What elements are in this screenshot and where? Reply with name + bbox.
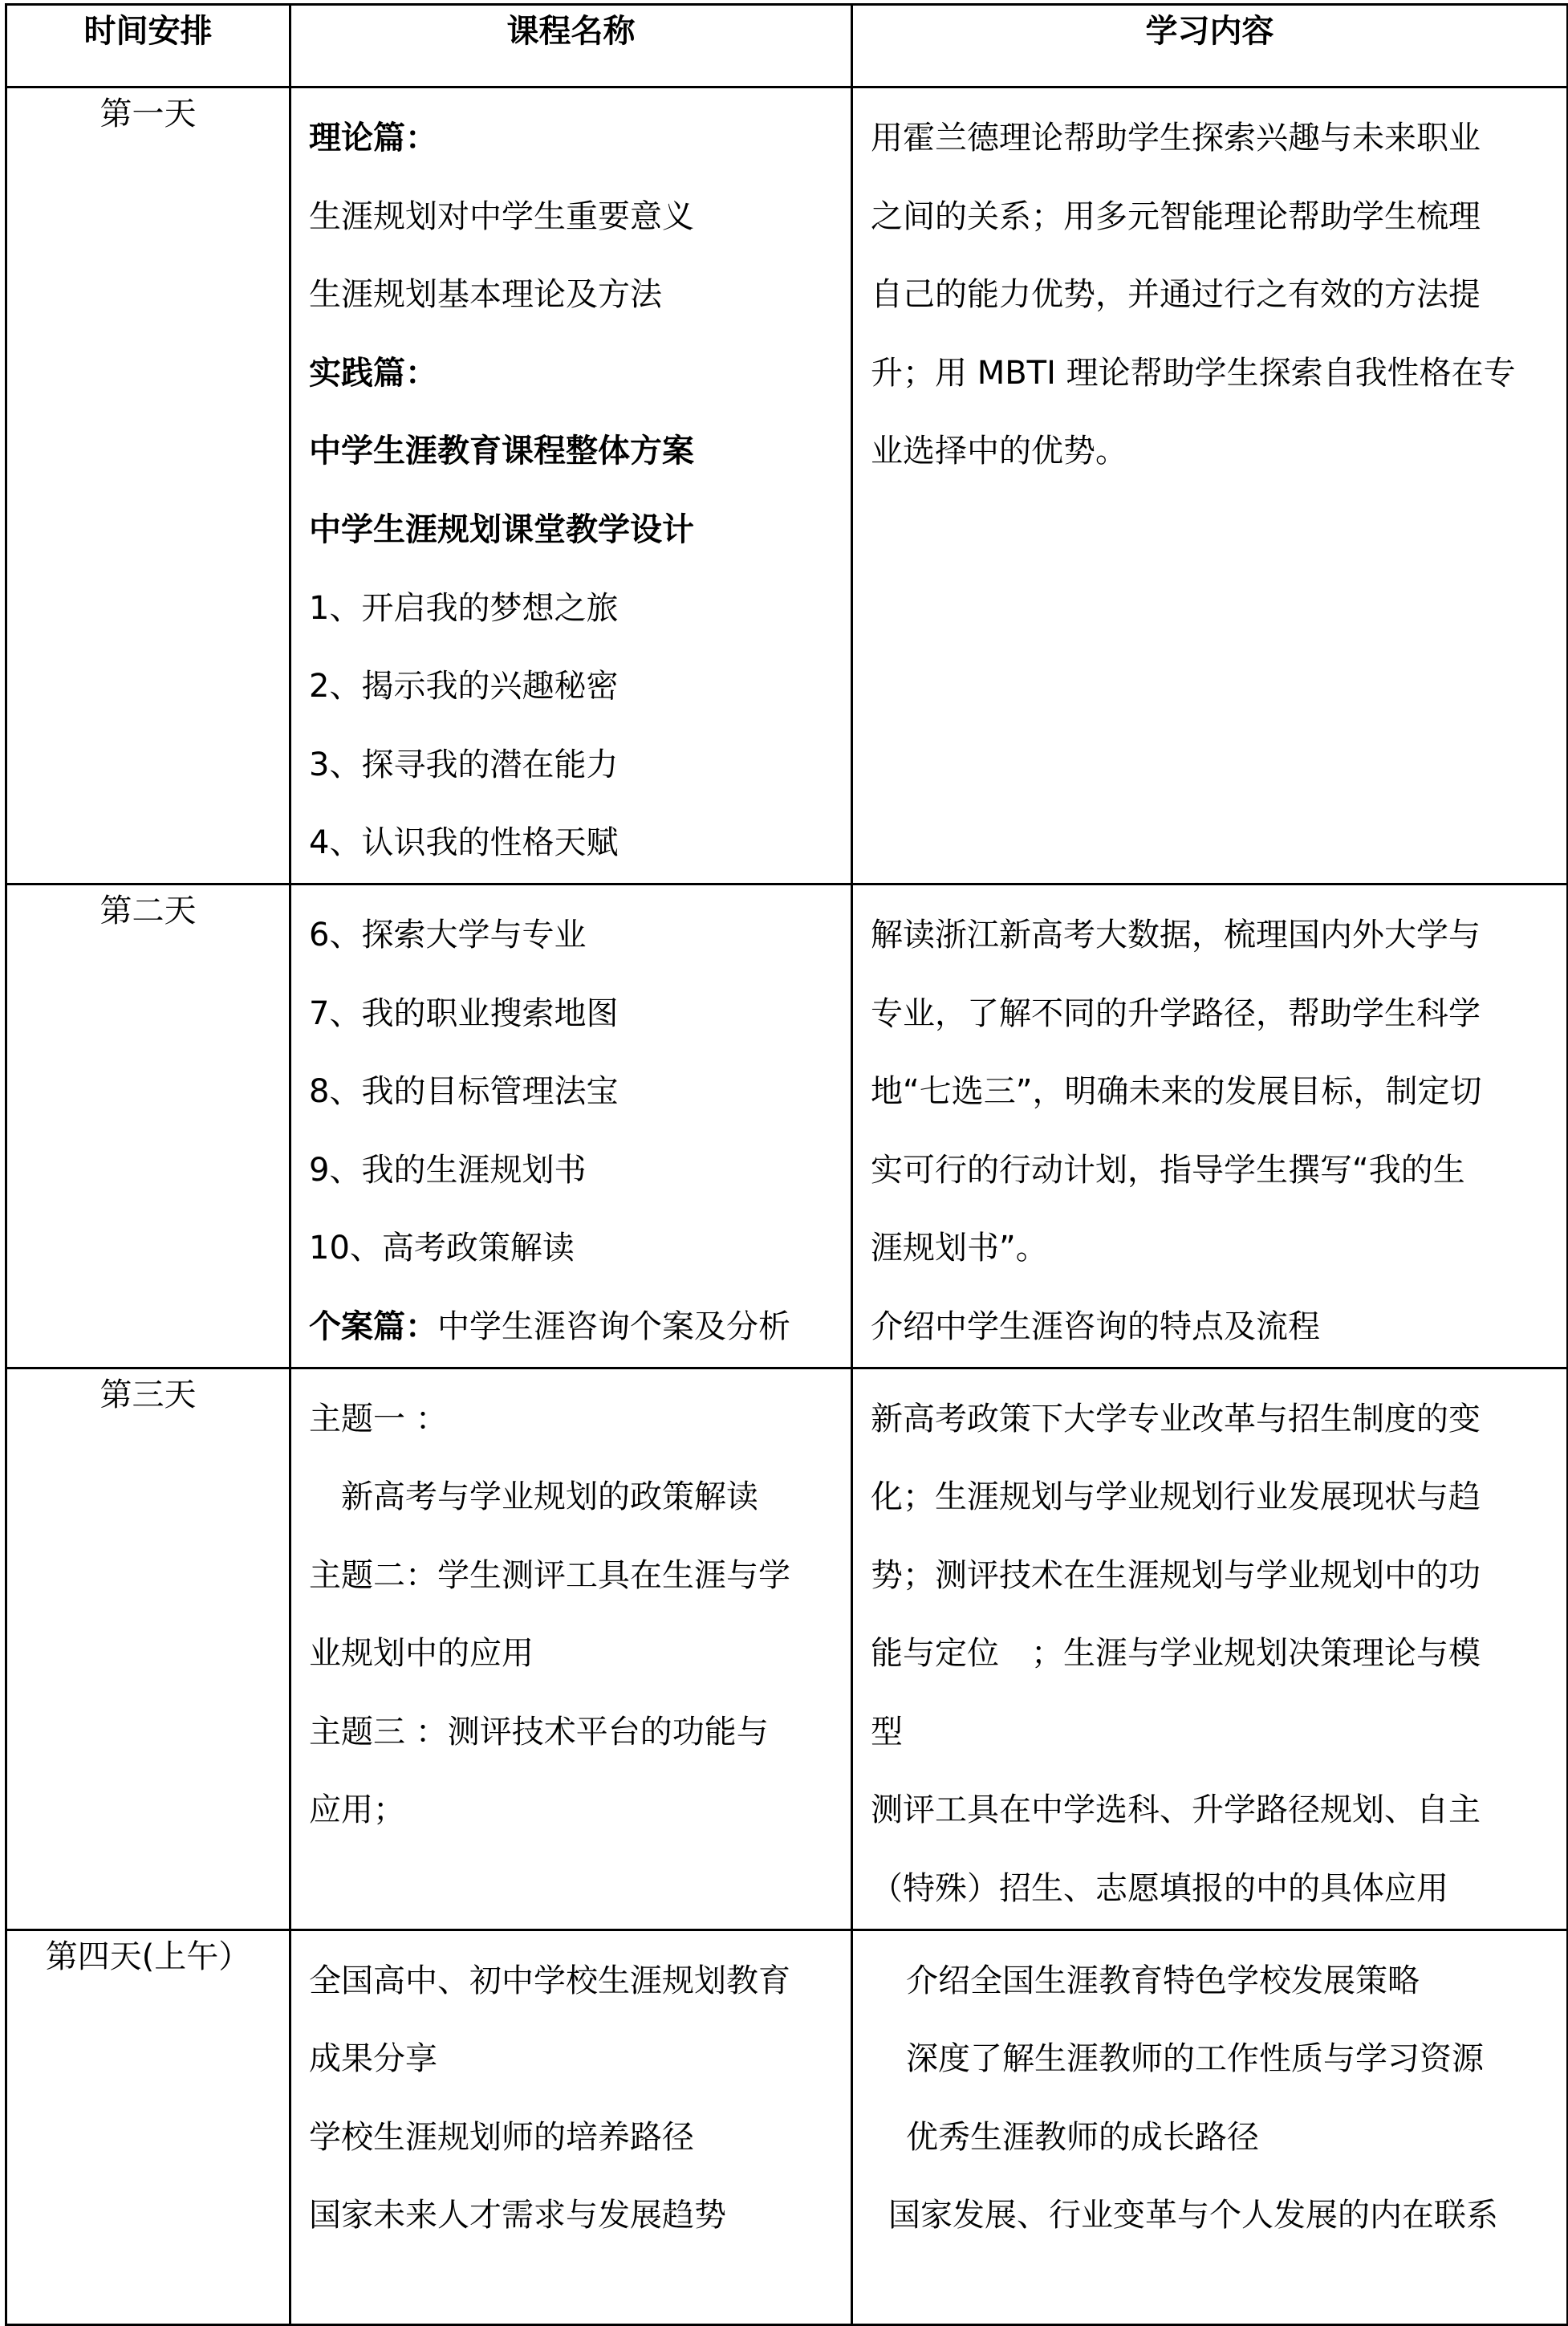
header-row bbox=[6, 5, 1568, 87]
content-cell bbox=[852, 87, 1568, 884]
course-line: 新高考与学业规划的政策解读 bbox=[341, 1478, 758, 1516]
content-line: 势；测评技术在生涯规划与学业规划中的功 bbox=[871, 1556, 1481, 1594]
course-line: 7、我的职业搜索地图 bbox=[309, 994, 619, 1032]
course-line: 10、高考政策解读 bbox=[309, 1230, 575, 1267]
content-cell bbox=[852, 884, 1568, 1368]
course-cell bbox=[290, 1368, 852, 1930]
day-cell: 第二天 bbox=[6, 884, 290, 1368]
content-line: 介绍中学生涯咨询的特点及流程 bbox=[871, 1307, 1320, 1345]
table-row-day4 bbox=[6, 1930, 1568, 2324]
course-cell bbox=[290, 1930, 852, 2324]
content-line: 能与定位 ；生涯与学业规划决策理论与模 bbox=[871, 1635, 1481, 1673]
content-line: 实可行的行动计划，指导学生撰写“我的生 bbox=[871, 1151, 1465, 1189]
table-row-day1 bbox=[6, 87, 1568, 884]
course-line: 全国高中、初中学校生涯规划教育 bbox=[309, 1962, 790, 1999]
course-line: 生涯规划基本理论及方法 bbox=[309, 276, 662, 314]
day-cell: 第一天 bbox=[6, 87, 290, 884]
course-line: 1、开启我的梦想之旅 bbox=[309, 589, 619, 627]
content-line: 国家发展、行业变革与个人发展的内在联系 bbox=[888, 2197, 1498, 2235]
course-line: 2、揭示我的兴趣秘密 bbox=[309, 668, 619, 706]
course-line: 6、探索大学与专业 bbox=[309, 916, 587, 954]
course-line-case bbox=[309, 1288, 836, 1367]
course-cell bbox=[290, 884, 852, 1368]
content-line: 型 bbox=[871, 1713, 903, 1751]
course-line: 4、认识我的性格天赋 bbox=[309, 824, 619, 862]
content-line: 深度了解生涯教师的工作性质与学习资源 bbox=[906, 2040, 1484, 2078]
course-line: 中学生涯教育课程整体方案 bbox=[309, 433, 694, 470]
day-cell: 第三天 bbox=[6, 1368, 290, 1930]
course-line: 主题一 ： bbox=[309, 1400, 448, 1437]
course-line: 学校生涯规划师的培养路径 bbox=[309, 2118, 694, 2156]
course-line: 9、我的生涯规划书 bbox=[309, 1151, 587, 1189]
table-row-day2 bbox=[6, 884, 1568, 1368]
header-course: 课程名称 bbox=[290, 5, 852, 87]
content-line: 介绍全国生涯教育特色学校发展策略 bbox=[906, 1962, 1420, 1999]
course-line: 生涯规划对中学生重要意义 bbox=[309, 197, 694, 235]
course-cell bbox=[290, 87, 852, 884]
content-line: 业选择中的优势。 bbox=[871, 433, 1127, 470]
content-line: 解读浙江新高考大数据，梳理国内外大学与 bbox=[871, 916, 1481, 954]
course-line: 主题二：学生测评工具在生涯与学 bbox=[309, 1556, 790, 1594]
course-schedule-table bbox=[5, 3, 1568, 2326]
content-line: 之间的关系；用多元智能理论帮助学生梳理 bbox=[871, 197, 1481, 235]
content-line: 化；生涯规划与学业规划行业发展现状与趋 bbox=[871, 1478, 1481, 1516]
day-cell: 第四天(上午） bbox=[6, 1930, 290, 2324]
table-row-day3 bbox=[6, 1368, 1568, 1930]
header-time: 时间安排 bbox=[6, 5, 290, 87]
content-line: （特殊）招生、志愿填报的中的具体应用 bbox=[871, 1870, 1448, 1908]
content-line: 升；用 MBTI 理论帮助学生探索自我性格在专 bbox=[871, 354, 1516, 392]
case-title: 中学生涯咨询个案及分析 bbox=[437, 1307, 790, 1345]
content-line: 涯规划书”。 bbox=[871, 1230, 1048, 1267]
case-label: 个案篇： bbox=[309, 1307, 437, 1345]
course-line: 应用； bbox=[309, 1791, 405, 1829]
course-line: 8、我的目标管理法宝 bbox=[309, 1073, 619, 1111]
course-line: 主题三 ：测评技术平台的功能与 bbox=[309, 1713, 769, 1751]
content-line: 自己的能力优势，并通过行之有效的方法提 bbox=[871, 276, 1481, 314]
course-line: 实践篇： bbox=[309, 354, 437, 392]
content-line: 地“七选三”，明确未来的发展目标，制定切 bbox=[871, 1073, 1482, 1111]
course-line: 国家未来人才需求与发展趋势 bbox=[309, 2197, 726, 2235]
header-content: 学习内容 bbox=[852, 5, 1568, 87]
content-line: 优秀生涯教师的成长路径 bbox=[906, 2118, 1259, 2156]
content-cell bbox=[852, 1368, 1568, 1930]
content-cell bbox=[852, 1930, 1568, 2324]
course-line: 成果分享 bbox=[309, 2040, 437, 2078]
content-line: 专业，了解不同的升学路径，帮助学生科学 bbox=[871, 994, 1481, 1032]
course-line: 3、探寻我的潜在能力 bbox=[309, 746, 619, 783]
course-line: 理论篇： bbox=[309, 120, 437, 157]
content-line: 新高考政策下大学专业改革与招生制度的变 bbox=[871, 1400, 1481, 1437]
course-line: 中学生涯规划课堂教学设计 bbox=[309, 510, 694, 548]
content-line: 测评工具在中学选科、升学路径规划、自主 bbox=[871, 1791, 1481, 1829]
course-line: 业规划中的应用 bbox=[309, 1635, 534, 1673]
content-line: 用霍兰德理论帮助学生探索兴趣与未来职业 bbox=[871, 120, 1481, 157]
